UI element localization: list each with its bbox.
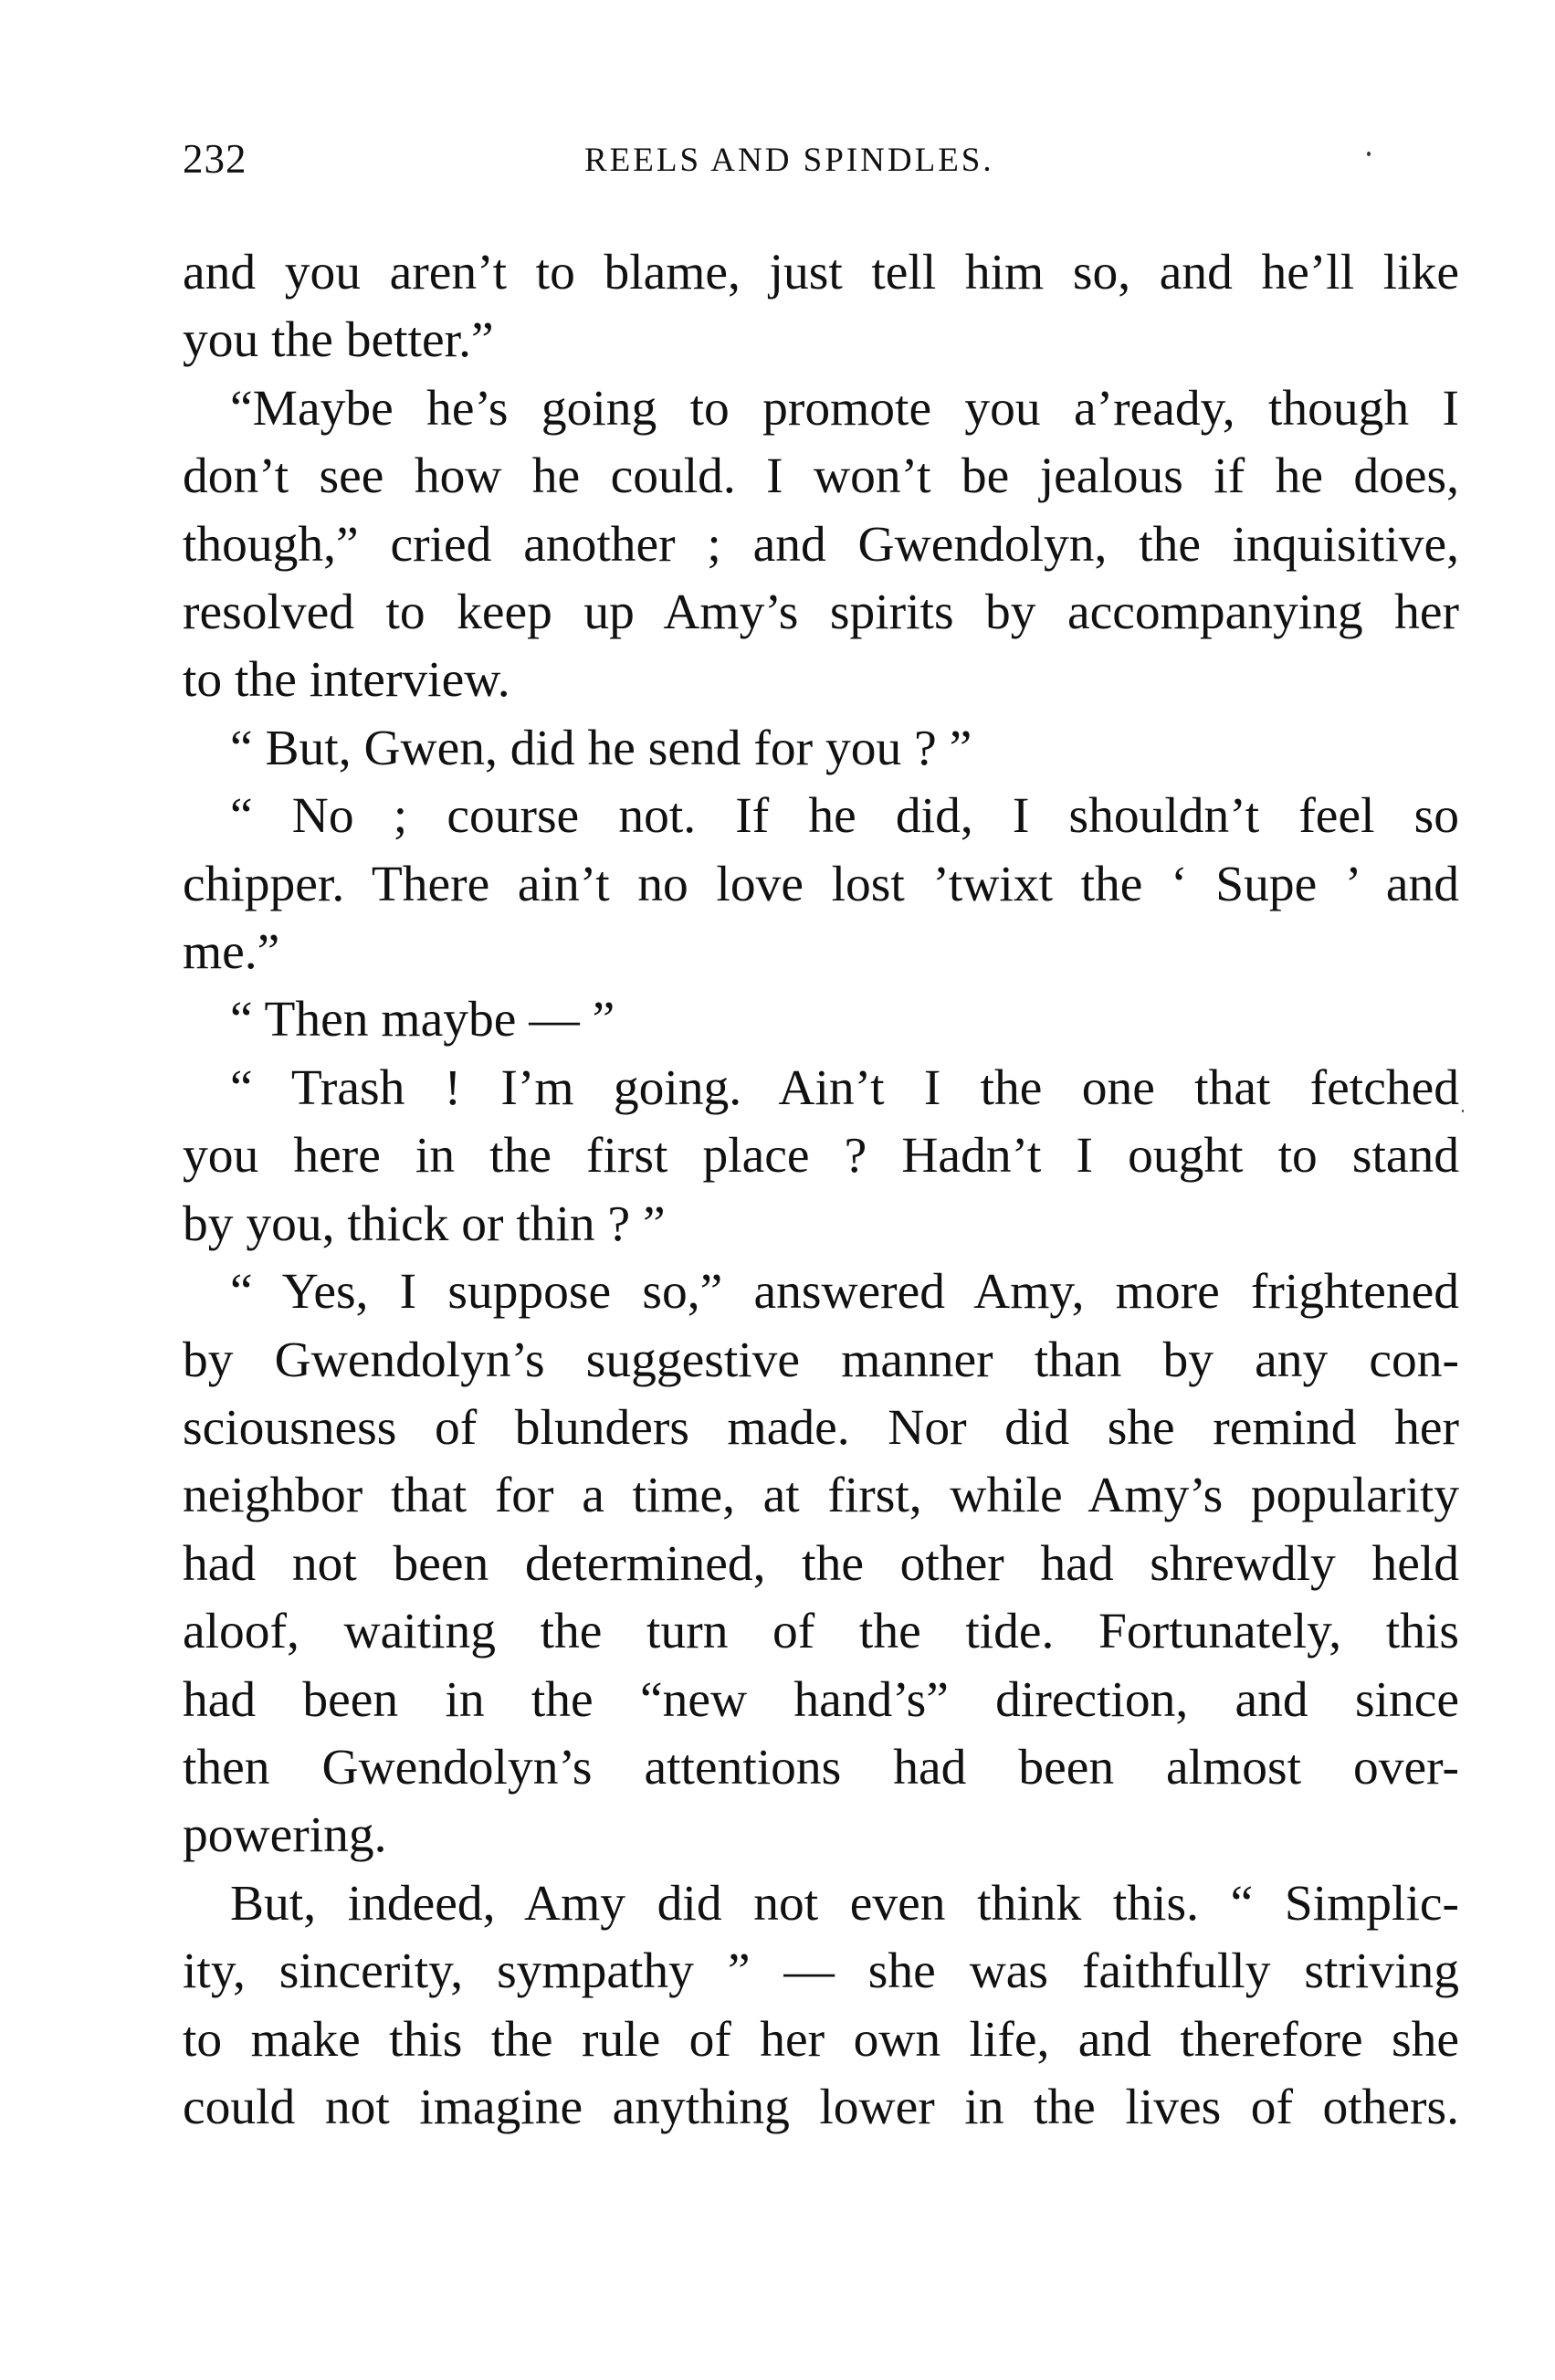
text-line: sciousness of blunders made. Nor did she remind her	[183, 1399, 1459, 1456]
text-line: “Maybe he’s going to promote you a’ready, though I	[230, 380, 1459, 437]
text-line: resolved to keep up Amy’s spirits by accompanying her	[183, 584, 1459, 641]
text-line: ity, sincerity, sympathy ” — she was faithfully striving	[183, 1943, 1459, 2000]
text-line: could not imagine anything lower in the lives of others.	[183, 2079, 1459, 2135]
page-number: 232	[183, 136, 247, 182]
paragraph	[183, 375, 1459, 715]
paragraph	[183, 986, 1459, 1054]
text-line: “ No ; course not. If he did, I shouldn’t feel so	[230, 788, 1459, 845]
text-line: aloof, waiting the turn of the tide. Fortunately, this	[183, 1604, 1459, 1660]
paragraph	[183, 1870, 1459, 2143]
text-line: don’t see how he could. I won’t be jealous if he does,	[183, 448, 1459, 505]
text-line: to make this the rule of her own life, and therefore she	[183, 2011, 1459, 2068]
text-line: “ Then maybe — ”	[230, 992, 615, 1048]
text-line: had not been determined, the other had shrewdly held	[183, 1535, 1459, 1592]
text-line: you here in the first place ? Hadn’t I ought to stand	[183, 1128, 1459, 1185]
running-head: REELS AND SPINDLES.	[584, 142, 994, 179]
text-line: and you aren’t to blame, just tell him so, and he’ll like	[183, 245, 1459, 300]
text-line: neighbor that for a time, at first, while Amy’s popularity	[183, 1468, 1459, 1524]
paragraph	[183, 783, 1459, 986]
text-line: “ Trash ! I’m going. Ain’t I the one that fetched	[230, 1059, 1459, 1116]
text-line: chipper. There ain’t no love lost ’twixt the ‘ Supe ’ and	[183, 856, 1459, 912]
text-line: “ But, Gwen, did he send for you ? ”	[230, 720, 972, 776]
paragraph	[183, 715, 1459, 783]
text-line: powering.	[183, 1807, 387, 1864]
text-line: by you, thick or thin ? ”	[183, 1195, 666, 1252]
page-header	[183, 135, 1461, 190]
text-line: “ Yes, I suppose so,” answered Amy, more frightened	[230, 1264, 1459, 1321]
text-line: to the interview.	[183, 652, 510, 709]
paragraph	[183, 239, 1459, 375]
text-line: But, indeed, Amy did not even think this. “ Simplic-	[230, 1875, 1459, 1932]
text-line: then Gwendolyn’s attentions had been almost over-	[183, 1739, 1459, 1796]
text-line: had been in the “new hand’s” direction, and since	[183, 1671, 1459, 1728]
body-text	[183, 239, 1459, 2142]
paragraph	[183, 1258, 1459, 1870]
text-line: by Gwendolyn’s suggestive manner than by any con-	[183, 1332, 1459, 1388]
paragraph	[183, 1055, 1459, 1258]
text-line: you the better.”	[183, 312, 494, 369]
text-line: me.”	[183, 924, 280, 981]
text-line: though,” cried another ; and Gwendolyn, the inquisitive,	[183, 516, 1459, 573]
